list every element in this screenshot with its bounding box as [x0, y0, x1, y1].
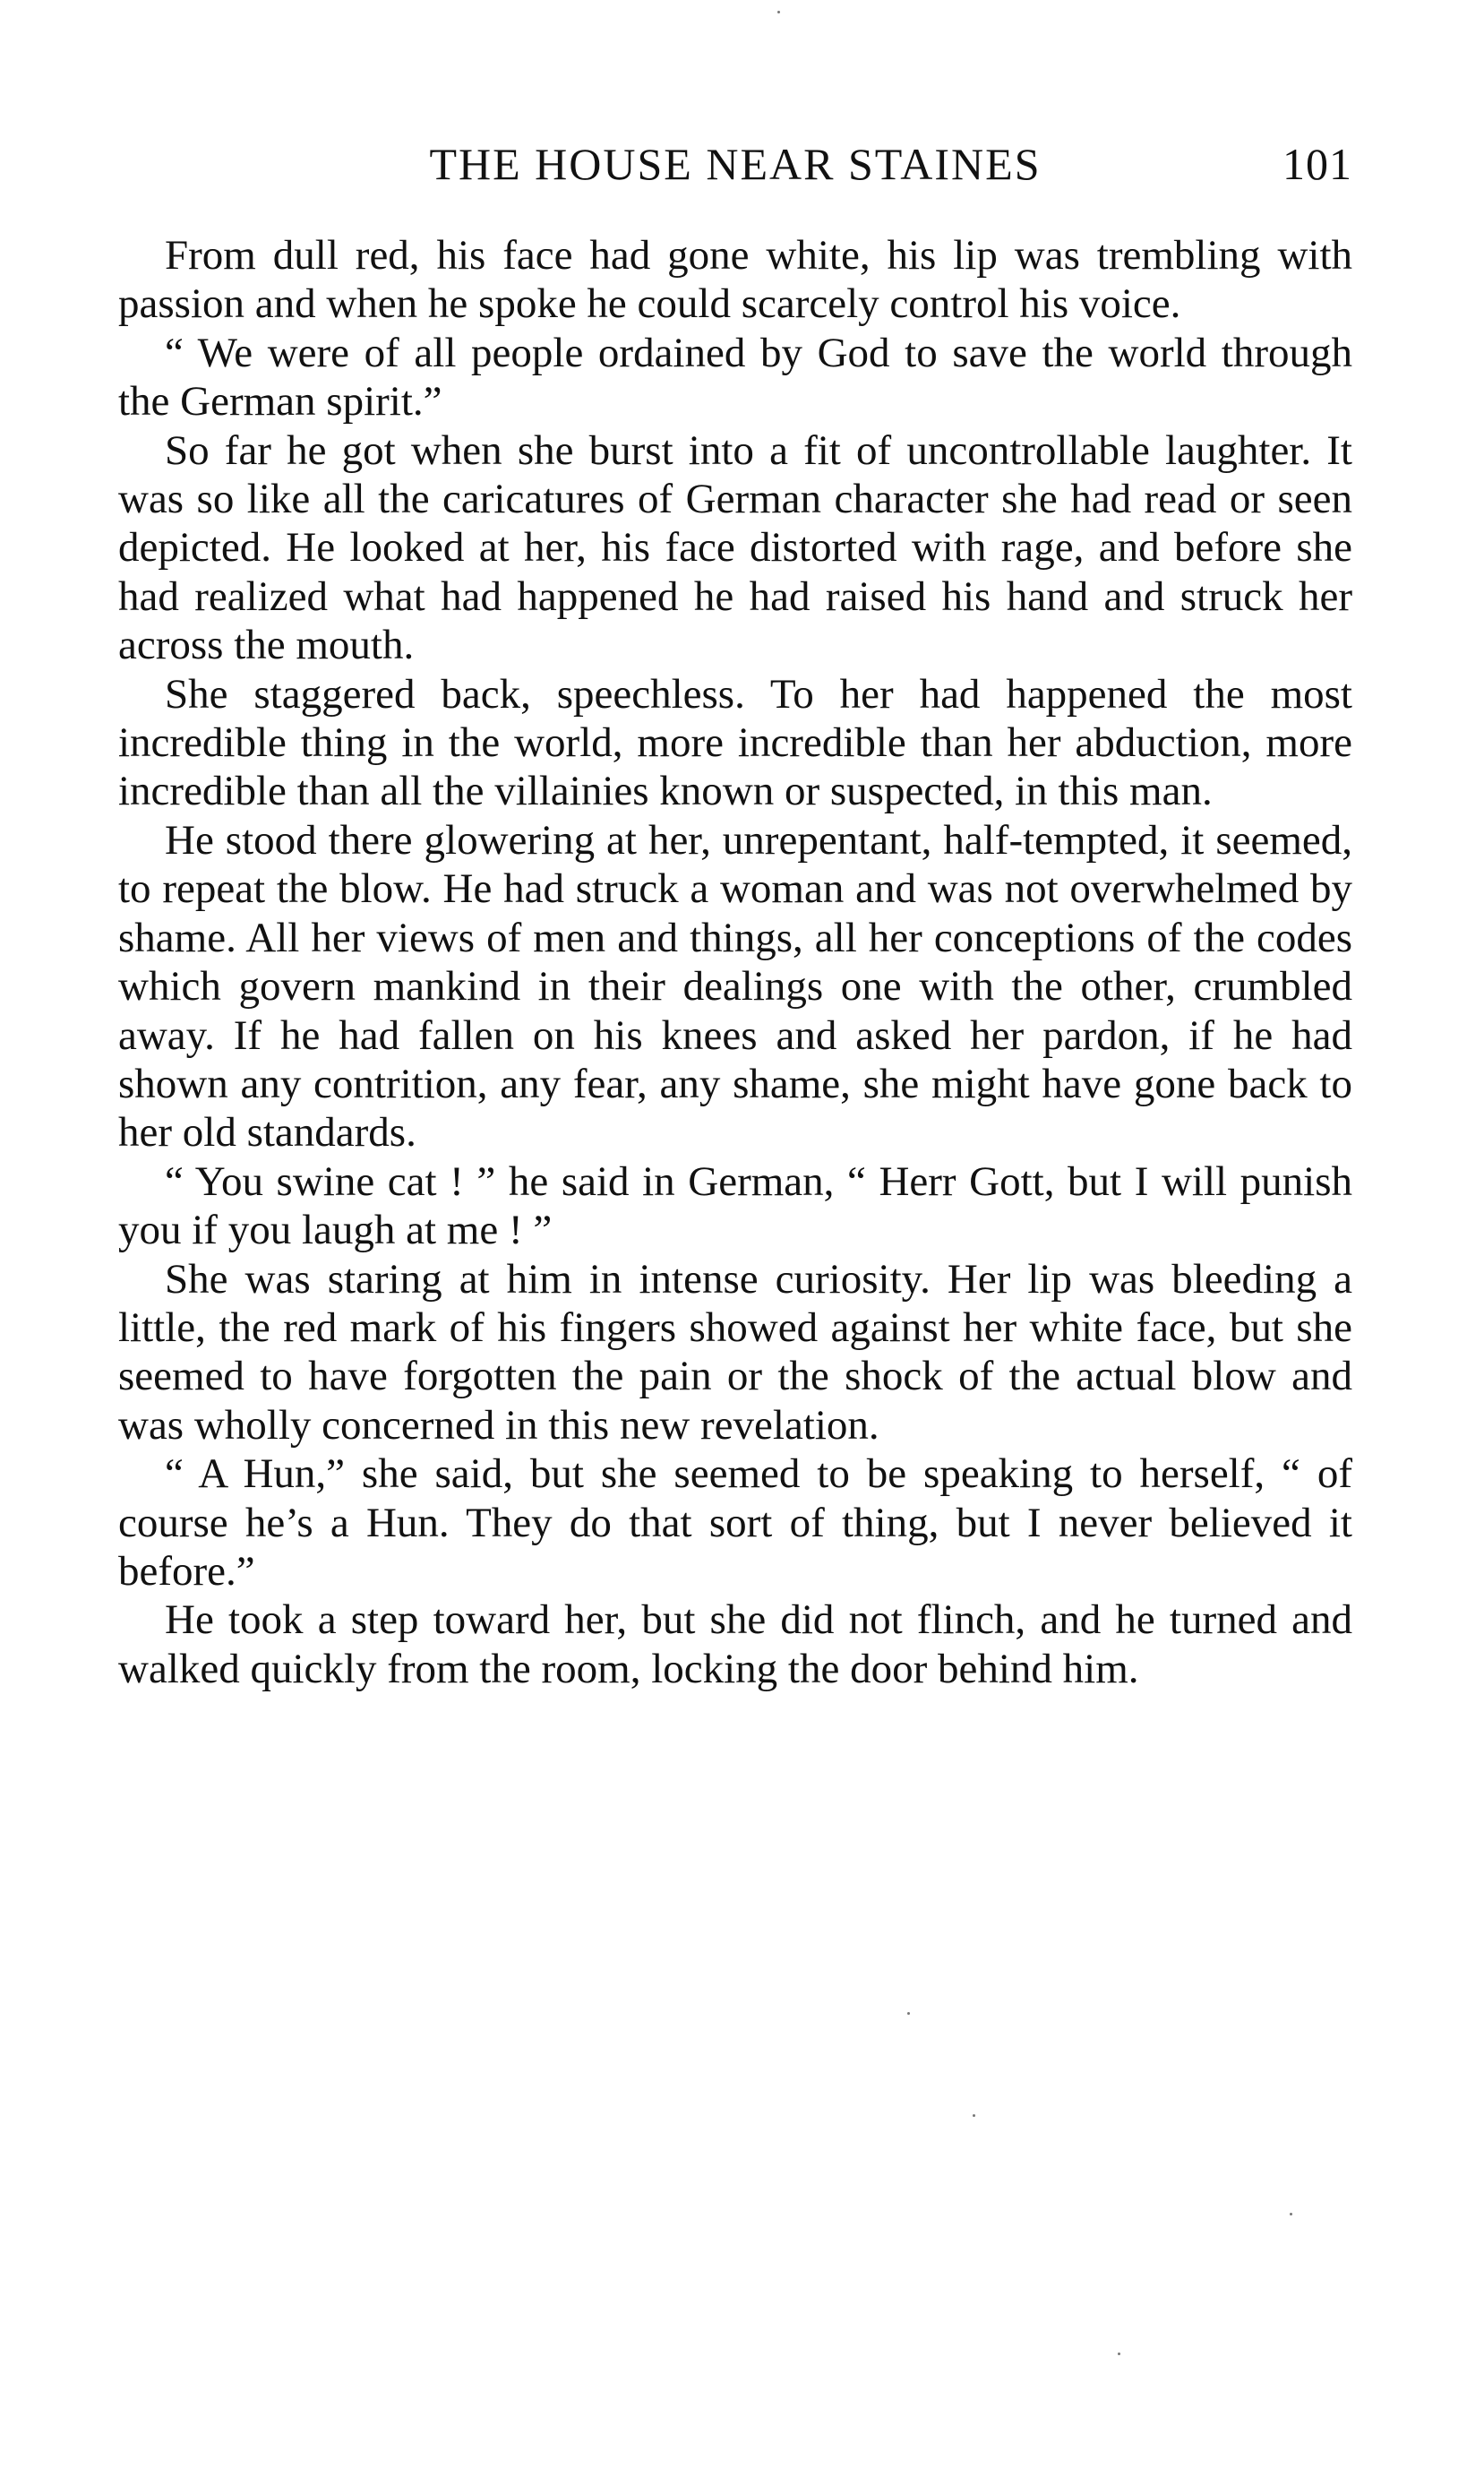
paragraph: “ A Hun,” she said, but she seemed to be speaking to herself, “ of course he’s a Hun. They do that sort of thing, but I never believed it before.”	[118, 1450, 1352, 1595]
paragraph: She staggered back, speechless. To her had happened the most incredible thing in the world, more incredible than her abduction, more incredible than all the villainies known or suspected, in this man.	[118, 670, 1352, 815]
body-text	[118, 231, 1352, 1693]
scan-speck	[1290, 2213, 1292, 2215]
page-number: 101	[1282, 139, 1352, 189]
paragraph: “ We were of all people ordained by God to save the world through the German spirit.”	[118, 329, 1352, 426]
scan-speck	[907, 2012, 910, 2015]
scan-speck	[777, 11, 780, 13]
running-head	[118, 133, 1352, 195]
paragraph: He took a step toward her, but she did not flinch, and he turned and walked quickly from the room, locking the door behind him.	[118, 1596, 1352, 1692]
paragraph: From dull red, his face had gone white, his lip was trembling with passion and when he spoke he could scarcely control his voice.	[118, 232, 1352, 328]
scan-speck	[1118, 2353, 1120, 2355]
running-title: THE HOUSE NEAR STAINES	[429, 139, 1042, 189]
paragraph: She was staring at him in intense curiosity. Her lip was bleeding a little, the red mark of his fingers showed against her white face, but she seemed to have forgotten the pain or the shock of the actual blow and was wholly concerned in this new revelation.	[118, 1255, 1352, 1449]
paragraph: He stood there glowering at her, unrepentant, half-tempted, it seemed, to repeat the blow. He had struck a woman and was not overwhelmed by shame. All her views of men and things, all her conceptions of the codes which govern mankind in their dealings one with the other, crumbled away. If he had fallen on his knees and asked her pardon, if he had shown any contrition, any fear, any shame, she might have gone back to her old standards.	[118, 816, 1352, 1157]
paragraph: So far he got when she burst into a fit of uncontrollable laughter. It was so like all the caricatures of German character she had read or seen depicted. He looked at her, his face distorted with rage, and before she had realized what had happened he had raised his hand and struck her across the mouth.	[118, 426, 1352, 669]
paragraph: “ You swine cat ! ” he said in German, “ Herr Gott, but I will punish you if you laugh at me ! ”	[118, 1157, 1352, 1254]
scan-speck	[973, 2114, 975, 2117]
